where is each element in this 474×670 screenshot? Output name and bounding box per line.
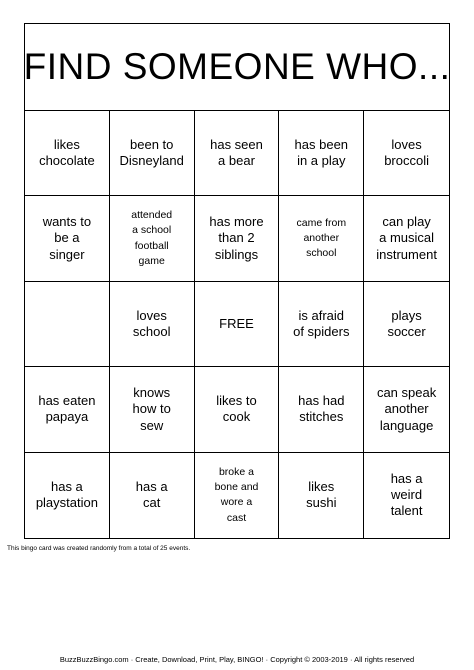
bingo-cell-text: is afraid of spiders <box>293 307 350 339</box>
bingo-cell <box>279 367 364 452</box>
bingo-cell <box>195 453 280 538</box>
bingo-cell-text: likes sushi <box>306 479 337 511</box>
bingo-cell <box>195 367 280 452</box>
bingo-cell-text: been to Disneyland <box>119 136 184 169</box>
bingo-cell <box>195 282 280 367</box>
bingo-cell-text: attended a school football game <box>131 209 173 267</box>
bingo-cell <box>110 367 195 452</box>
bingo-cell <box>195 196 280 281</box>
bingo-cell <box>25 111 110 196</box>
bingo-cell <box>25 282 110 367</box>
bingo-cell-text: has eaten papaya <box>38 393 96 425</box>
bingo-cell-text: broke a bone and wore a cast <box>214 465 259 524</box>
bingo-cell-text: has a weird talent <box>390 470 423 519</box>
bingo-cell <box>110 282 195 367</box>
bingo-cell-text: has a playstation <box>35 479 98 511</box>
bingo-cell-text: plays soccer <box>387 307 426 339</box>
bingo-cell <box>364 367 449 452</box>
bingo-cell-text: FREE <box>219 315 254 331</box>
bingo-cell <box>110 196 195 281</box>
bingo-cell <box>279 111 364 196</box>
bingo-grid <box>25 111 449 538</box>
bingo-cell-text: has been in a play <box>294 136 349 169</box>
bingo-cell-text: loves broccoli <box>384 136 429 169</box>
bingo-cell <box>279 196 364 281</box>
bingo-cell <box>25 453 110 538</box>
page-footer: BuzzBuzzBingo.com · Create, Download, Print, Play, BINGO! · Copyright © 2003-2019 · All rights reserved <box>59 655 415 664</box>
bingo-cell-text: likes to cook <box>216 393 257 425</box>
bingo-cell <box>279 282 364 367</box>
bingo-cell-text: has more than 2 siblings <box>209 214 264 262</box>
bingo-cell-text: has seen a bear <box>210 136 263 169</box>
bingo-cell <box>364 196 449 281</box>
bingo-cell-text: wants to be a singer <box>42 214 92 262</box>
bingo-cell <box>364 453 449 538</box>
generation-note: This bingo card was created randomly from a total of 25 events. <box>7 545 191 552</box>
bingo-cell-text: can speak another language <box>376 385 437 433</box>
card-header <box>25 24 449 111</box>
bingo-cell-text: has had stitches <box>298 393 345 425</box>
bingo-cell <box>195 111 280 196</box>
bingo-cell-text: came from another school <box>296 216 347 260</box>
bingo-cell <box>110 111 195 196</box>
bingo-cell-text: can play a musical instrument <box>376 214 437 262</box>
bingo-cell <box>364 282 449 367</box>
bingo-cell <box>279 453 364 538</box>
bingo-cell <box>25 367 110 452</box>
bingo-card <box>24 23 450 539</box>
bingo-cell-text: has a cat <box>135 479 168 511</box>
card-title: FIND SOMEONE WHO... <box>23 46 451 87</box>
bingo-cell-text: loves school <box>132 307 171 339</box>
bingo-cell <box>25 196 110 281</box>
bingo-cell-text: likes chocolate <box>39 136 95 169</box>
bingo-cell-text: knows how to sew <box>132 385 171 433</box>
bingo-cell <box>110 453 195 538</box>
bingo-cell <box>364 111 449 196</box>
